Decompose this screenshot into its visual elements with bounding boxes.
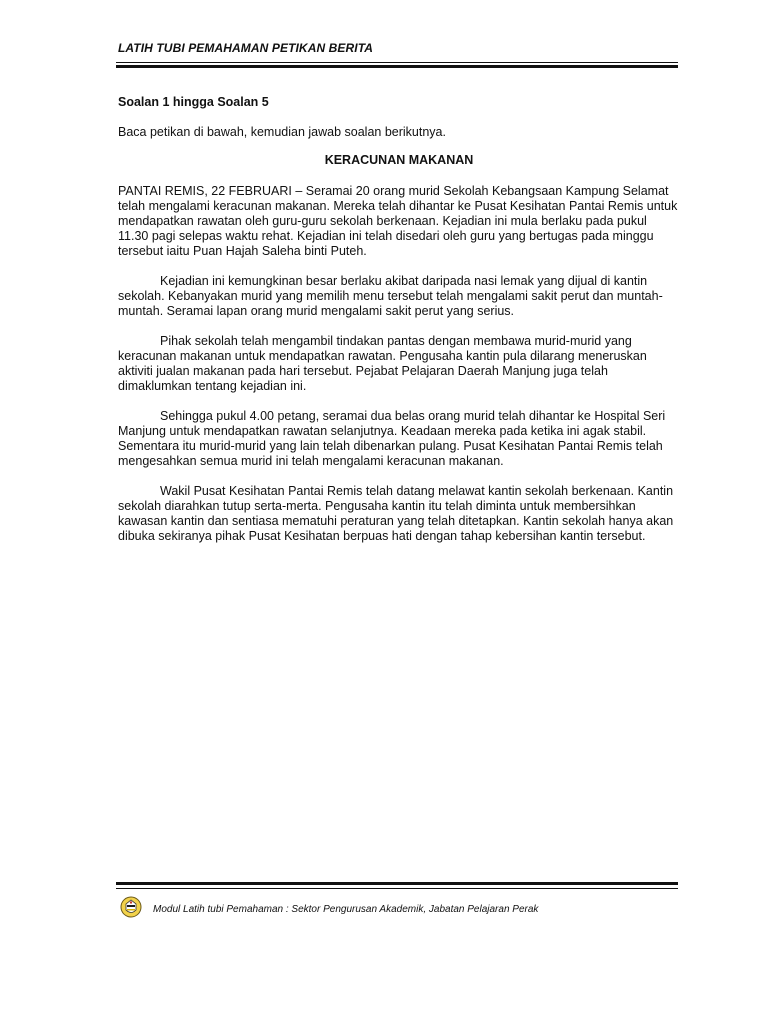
state-crest-icon	[120, 896, 142, 918]
header-rule-top	[116, 62, 678, 63]
header-title: LATIH TUBI PEMAHAMAN PETIKAN BERITA	[118, 41, 374, 55]
article-paragraph: Sehingga pukul 4.00 petang, seramai dua belas orang murid telah dihantar ke Hospital Seri Manjung untuk mendapatkan rawatan selanjutnya. Keadaan mereka pada ketika ini agak stabil. Sementara itu murid-murid yang lain telah dibenarkan pulang. Pusat Kesihatan Pantai Remis telah mengesahkan semua murid ini telah mengalami keracunan makanan.	[118, 409, 666, 468]
article-paragraph: PANTAI REMIS, 22 FEBRUARI – Seramai 20 orang murid Sekolah Kebangsaan Kampung Selamat telah mengalami keracunan makanan. Mereka telah dihantar ke Pusat Kesihatan Pantai Remis untuk mendapatkan rawatan oleh guru-guru sekolah berkenaan. Kejadian ini mula berlaku pada pukul 11.30 pagi selepas waktu rehat. Kejadian ini telah disedari oleh guru yang bertugas pada minggu tersebut iaitu Puan Hajah Saleha binti Puteh.	[118, 184, 678, 258]
article-paragraph: Kejadian ini kemungkinan besar berlaku akibat daripada nasi lemak yang dijual di kantin sekolah. Kebanyakan murid yang memilih menu tersebut telah mengalami sakit perut dan muntah-muntah. Seramai lapan orang murid mengalami sakit perut yang serius.	[118, 274, 663, 318]
footer-rule-bottom	[116, 888, 678, 889]
article-paragraph: Pihak sekolah telah mengambil tindakan pantas dengan membawa murid-murid yang keracunan makanan untuk mendapatkan rawatan. Pengusaha kantin pula dilarang meneruskan aktiviti jualan makanan pada hari tersebut. Pejabat Pelajaran Daerah Manjung juga telah dimaklumkan tentang kejadian ini.	[118, 334, 647, 393]
footer-text: Modul Latih tubi Pemahaman : Sektor Pengurusan Akademik, Jabatan Pelajaran Perak	[153, 904, 539, 915]
footer-rule-top	[116, 882, 678, 885]
article-paragraph: Wakil Pusat Kesihatan Pantai Remis telah datang melawat kantin sekolah berkenaan. Kantin sekolah diarahkan tutup serta-merta. Pengusaha kantin itu telah diminta untuk membersihkan kawasan kantin dan sentiasa mematuhi peraturan yang telah ditetapkan. Kantin sekolah hanya akan dibuka sekiranya pihak Pusat Kesihatan berpuas hati dengan tahap kebersihan kantin tersebut.	[118, 484, 674, 543]
header-rule-bottom	[116, 65, 678, 68]
instruction-text: Baca petikan di bawah, kemudian jawab soalan berikutnya.	[118, 125, 446, 139]
article-title: KERACUNAN MAKANAN	[324, 153, 474, 167]
section-heading: Soalan 1 hingga Soalan 5	[118, 95, 269, 109]
article-body	[118, 184, 678, 559]
